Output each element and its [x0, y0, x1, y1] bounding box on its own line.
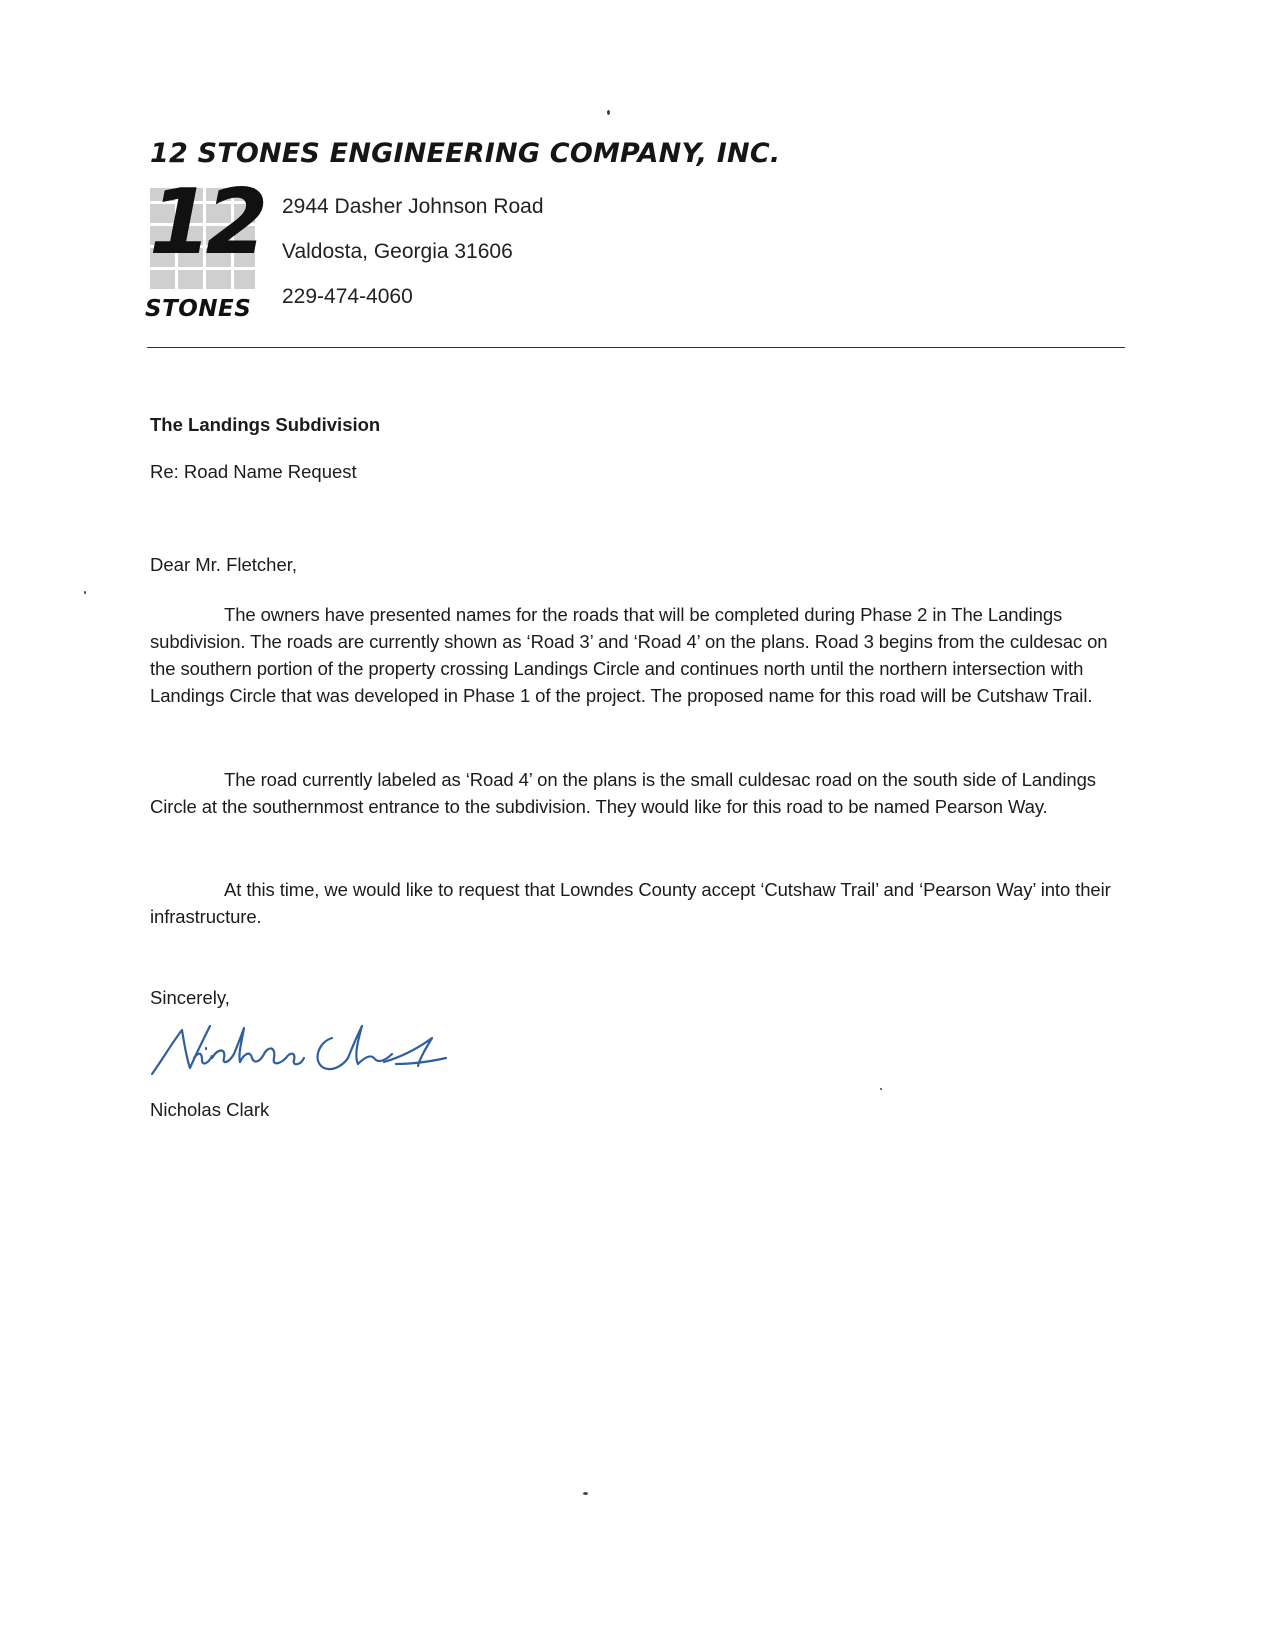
handwritten-signature [148, 1018, 448, 1080]
scan-speck [880, 1088, 882, 1090]
body-paragraph-3: At this time, we would like to request that Lowndes County accept ‘Cutshaw Trail’ and ‘Pearson Way’ into their infrastructure. [150, 879, 1111, 927]
body-paragraph-2: The road currently labeled as ‘Road 4’ on the plans is the small culdesac road on the south side of Landings Circle at the southernmost entrance to the subdivision. They would like for this road to be named Pearson Way. [150, 769, 1096, 817]
salutation: Dear Mr. Fletcher, [150, 554, 298, 575]
signer-name: Nicholas Clark [150, 1099, 270, 1120]
subject-line: The Landings Subdivision [150, 414, 381, 435]
body-paragraph-1: The owners have presented names for the roads that will be completed during Phase 2 in The Landings subdivision. The roads are currently shown as ‘Road 3’ and ‘Road 4’ on the plans. Road 3 begins from the culdesac on the southern portion of the property crossing Landings Circle and continues north until the northern intersection with Landings Circle that was developed in Phase 1 of the project. The proposed name for this road will be Cutshaw Trail. [150, 604, 1108, 706]
scan-speck [84, 591, 86, 594]
address-city: Valdosta, Georgia 31606 [282, 240, 513, 263]
scan-speck [583, 1492, 588, 1495]
phone-number: 229-474-4060 [282, 285, 413, 308]
address-street: 2944 Dasher Johnson Road [282, 195, 544, 218]
company-name: 12 STONES ENGINEERING COMPANY, INC. [150, 138, 781, 169]
logo-number: 12 [149, 170, 263, 275]
company-logo [145, 170, 263, 328]
scan-speck [607, 110, 610, 115]
re-line: Re: Road Name Request [150, 461, 357, 482]
logo-word: STONES [145, 296, 252, 322]
letterhead-divider [147, 347, 1125, 348]
closing: Sincerely, [150, 987, 230, 1008]
